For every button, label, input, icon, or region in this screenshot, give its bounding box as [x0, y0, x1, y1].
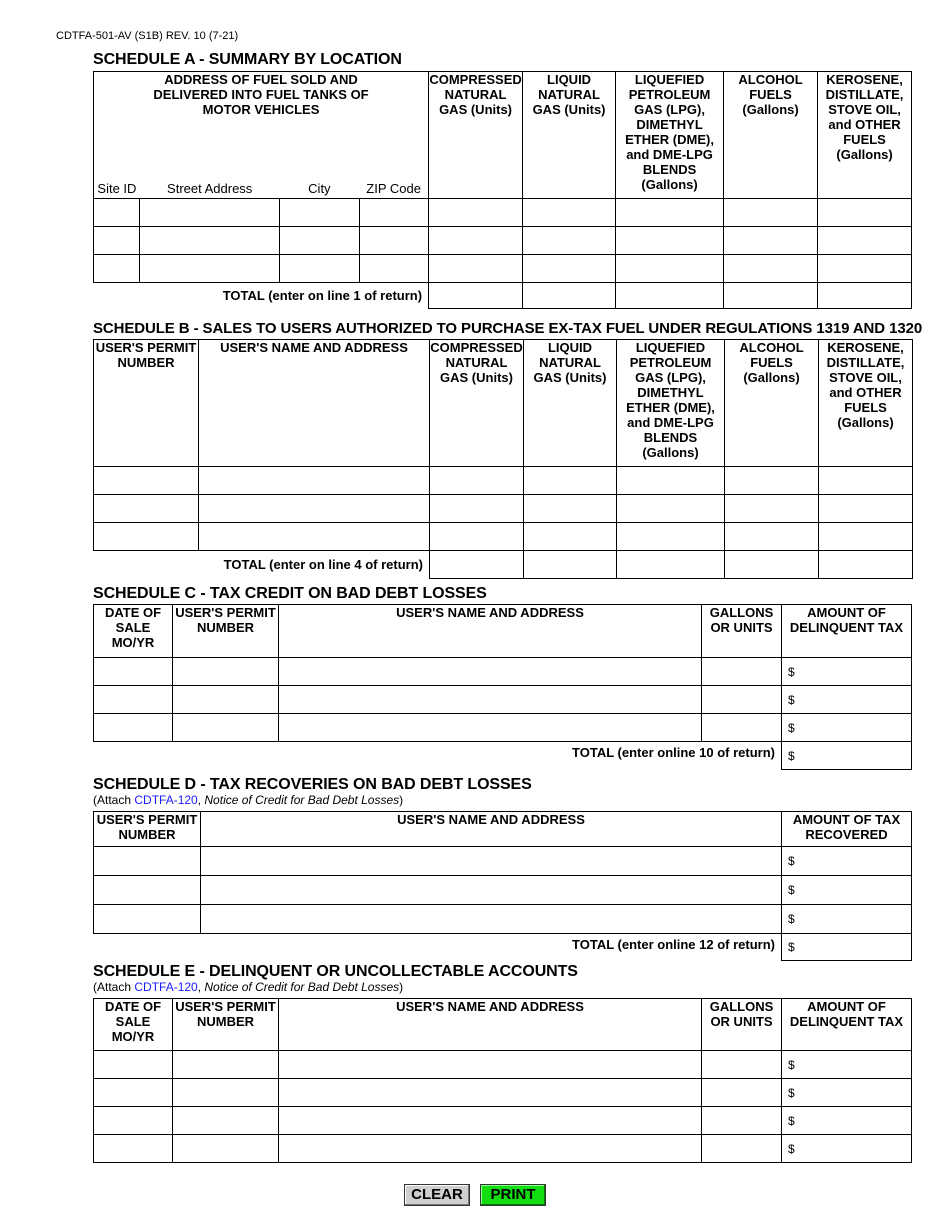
total-kerosene-input[interactable]	[819, 558, 912, 572]
lng-units-input[interactable]	[523, 262, 615, 276]
delinquent-tax-input[interactable]	[782, 1058, 911, 1072]
date-of-sale-input[interactable]	[94, 1142, 172, 1156]
schedule-a-address-header	[94, 72, 429, 199]
total-kerosene-input[interactable]	[818, 289, 911, 303]
schedule-e-note	[93, 980, 403, 994]
schedule-a-total-label: TOTAL (enter on line 1 of return)	[222, 288, 423, 304]
date-of-sale-input[interactable]	[94, 693, 172, 707]
lng-units-input[interactable]	[524, 474, 616, 488]
dollar-sign: $	[788, 1141, 795, 1156]
date-of-sale-input[interactable]	[94, 1086, 172, 1100]
alcohol-gallons-input[interactable]	[724, 206, 817, 220]
schedule-a-table	[93, 71, 912, 309]
schedule-c-title: SCHEDULE C - TAX CREDIT ON BAD DEBT LOSSES	[93, 585, 487, 602]
gallons-units-input[interactable]	[702, 1058, 781, 1072]
table-row	[94, 523, 913, 551]
lpg-gallons-input[interactable]	[616, 234, 723, 248]
lpg-gallons-input[interactable]	[617, 530, 724, 544]
lpg-gallons-input[interactable]	[617, 474, 724, 488]
table-row	[94, 658, 912, 686]
lpg-gallons-input[interactable]	[616, 262, 723, 276]
header-users-permit-number: USER'S PERMIT NUMBER	[94, 812, 201, 847]
permit-number-input[interactable]	[173, 1058, 278, 1072]
note-suffix: )	[399, 793, 404, 807]
header-kerosene-distillate: KEROSENE, DISTILLATE, STOVE OIL, and OTHER FUELS (Gallons)	[819, 340, 913, 467]
schedule-c-table	[93, 604, 912, 770]
name-address-input[interactable]	[199, 530, 429, 544]
cdtfa-120-link[interactable]: CDTFA-120	[134, 980, 198, 994]
permit-number-input[interactable]	[94, 912, 200, 926]
permit-number-input[interactable]	[94, 883, 200, 897]
delinquent-tax-input[interactable]	[782, 721, 911, 735]
header-gallons-or-units: GALLONS OR UNITS	[702, 999, 782, 1051]
table-row	[94, 227, 912, 255]
header-alcohol-fuels: ALCOHOL FUELS (Gallons)	[725, 340, 819, 467]
header-amount-delinquent-tax: AMOUNT OF DELINQUENT TAX	[782, 605, 912, 658]
total-lng-input[interactable]	[524, 558, 616, 572]
alcohol-gallons-input[interactable]	[725, 474, 818, 488]
header-liquid-natural-gas: LIQUID NATURAL GAS (Units)	[524, 340, 617, 467]
name-address-input[interactable]	[201, 883, 781, 897]
table-row	[94, 1107, 912, 1135]
street-address-label: Street Address	[167, 181, 253, 196]
table-row	[94, 467, 913, 495]
schedule-b-total-label: TOTAL (enter on line 4 of return)	[223, 557, 423, 573]
header-users-name-address: USER'S NAME AND ADDRESS	[279, 605, 702, 658]
dollar-sign: $	[788, 664, 795, 679]
zip-code-input[interactable]	[360, 262, 428, 276]
dollar-sign: $	[788, 748, 795, 763]
table-row	[94, 495, 913, 523]
table-row	[94, 1079, 912, 1107]
total-row	[94, 742, 912, 770]
total-cng-input[interactable]	[430, 558, 523, 572]
site-id-input[interactable]	[94, 262, 139, 276]
dollar-sign: $	[788, 883, 795, 897]
table-row	[94, 1135, 912, 1163]
total-row	[94, 934, 912, 961]
cng-units-input[interactable]	[430, 474, 523, 488]
header-date-of-sale: DATE OF SALE MO/YR	[94, 605, 173, 658]
schedule-e-table	[93, 998, 912, 1163]
total-row	[94, 283, 912, 309]
street-address-input[interactable]	[140, 206, 279, 220]
note-prefix: (Attach	[93, 980, 135, 994]
total-lng-input[interactable]	[523, 289, 615, 303]
name-address-input[interactable]	[279, 1142, 701, 1156]
clear-button[interactable]: CLEAR	[404, 1184, 470, 1206]
name-address-input[interactable]	[279, 665, 701, 679]
header-liquefied-petroleum-gas: LIQUEFIED PETROLEUM GAS (LPG), DIMETHYL ETHER (DME), and DME-LPG BLENDS (Gallons)	[617, 340, 725, 467]
table-row	[94, 686, 912, 714]
kerosene-gallons-input[interactable]	[818, 262, 911, 276]
header-liquefied-petroleum-gas: LIQUEFIED PETROLEUM GAS (LPG), DIMETHYL ETHER (DME), and DME-LPG BLENDS (Gallons)	[616, 72, 724, 199]
gallons-units-input[interactable]	[702, 721, 781, 735]
schedule-d-table	[93, 811, 912, 961]
site-id-input[interactable]	[94, 206, 139, 220]
zip-code-label: ZIP Code	[366, 181, 421, 196]
name-address-input[interactable]	[201, 854, 781, 868]
total-lpg-input[interactable]	[616, 289, 723, 303]
date-of-sale-input[interactable]	[94, 665, 172, 679]
schedule-d-total-label: TOTAL (enter online 12 of return)	[572, 937, 775, 952]
address-header-label: ADDRESS OF FUEL SOLD AND DELIVERED INTO FUEL TANKS OF MOTOR VEHICLES	[153, 72, 369, 117]
cng-units-input[interactable]	[430, 530, 523, 544]
street-address-input[interactable]	[140, 262, 279, 276]
cng-units-input[interactable]	[429, 206, 522, 220]
total-cng-input[interactable]	[429, 289, 522, 303]
name-address-input[interactable]	[279, 693, 701, 707]
header-alcohol-fuels: ALCOHOL FUELS (Gallons)	[724, 72, 818, 199]
table-row	[94, 1051, 912, 1079]
note-form-title: Notice of Credit for Bad Debt Losses	[204, 980, 400, 994]
total-alcohol-input[interactable]	[724, 289, 817, 303]
name-address-input[interactable]	[199, 474, 429, 488]
table-row	[94, 876, 912, 905]
schedule-a-title: SCHEDULE A - SUMMARY BY LOCATION	[93, 51, 402, 68]
dollar-sign: $	[788, 912, 795, 926]
dollar-sign: $	[788, 1057, 795, 1072]
dollar-sign: $	[788, 692, 795, 707]
permit-number-input[interactable]	[173, 693, 278, 707]
lpg-gallons-input[interactable]	[617, 502, 724, 516]
tax-recovered-input[interactable]	[782, 883, 911, 897]
cng-units-input[interactable]	[429, 262, 522, 276]
header-gallons-or-units: GALLONS OR UNITS	[702, 605, 782, 658]
note-form-title: Notice of Credit for Bad Debt Losses	[204, 793, 400, 807]
date-of-sale-input[interactable]	[94, 1114, 172, 1128]
note-separator: ,	[197, 793, 205, 807]
dollar-sign: $	[788, 720, 795, 735]
total-alcohol-input[interactable]	[725, 558, 818, 572]
lng-units-input[interactable]	[524, 530, 616, 544]
schedule-b-table	[93, 339, 913, 579]
kerosene-gallons-input[interactable]	[819, 530, 912, 544]
street-address-input[interactable]	[140, 234, 279, 248]
header-users-name-address: USER'S NAME AND ADDRESS	[199, 340, 430, 467]
cng-units-input[interactable]	[429, 234, 522, 248]
cng-units-input[interactable]	[430, 502, 523, 516]
dollar-sign: $	[788, 1113, 795, 1128]
form-number: CDTFA-501-AV (S1B) REV. 10 (7-21)	[56, 30, 239, 42]
delinquent-tax-input[interactable]	[782, 665, 911, 679]
gallons-units-input[interactable]	[702, 665, 781, 679]
permit-number-input[interactable]	[173, 721, 278, 735]
gallons-units-input[interactable]	[702, 1114, 781, 1128]
permit-number-input[interactable]	[94, 474, 198, 488]
delinquent-tax-input[interactable]	[782, 693, 911, 707]
total-tax-recovered-input[interactable]	[782, 940, 911, 954]
total-row	[94, 551, 913, 579]
kerosene-gallons-input[interactable]	[819, 502, 912, 516]
table-row	[94, 714, 912, 742]
city-label: City	[308, 181, 331, 196]
tax-recovered-input[interactable]	[782, 912, 911, 926]
gallons-units-input[interactable]	[702, 1086, 781, 1100]
print-button[interactable]: PRINT	[480, 1184, 546, 1206]
zip-code-input[interactable]	[360, 234, 428, 248]
delinquent-tax-input[interactable]	[782, 1086, 911, 1100]
header-kerosene-distillate: KEROSENE, DISTILLATE, STOVE OIL, and OTHER FUELS (Gallons)	[818, 72, 912, 199]
alcohol-gallons-input[interactable]	[725, 502, 818, 516]
dollar-sign: $	[788, 1085, 795, 1100]
lpg-gallons-input[interactable]	[616, 206, 723, 220]
lng-units-input[interactable]	[523, 234, 615, 248]
tax-recovered-input[interactable]	[782, 854, 911, 868]
lng-units-input[interactable]	[524, 502, 616, 516]
city-input[interactable]	[280, 262, 359, 276]
date-of-sale-input[interactable]	[94, 721, 172, 735]
schedule-b-title: SCHEDULE B - SALES TO USERS AUTHORIZED TO PURCHASE EX-TAX FUEL UNDER REGULATIONS 1319 AND 1320	[93, 320, 923, 337]
dollar-sign: $	[788, 940, 795, 954]
lng-units-input[interactable]	[523, 206, 615, 220]
permit-number-input[interactable]	[173, 665, 278, 679]
schedule-d-note	[93, 793, 403, 807]
total-delinquent-tax-input[interactable]	[782, 749, 911, 763]
delinquent-tax-input[interactable]	[782, 1142, 911, 1156]
note-suffix: )	[399, 980, 404, 994]
date-of-sale-input[interactable]	[94, 1058, 172, 1072]
header-users-permit-number: USER'S PERMIT NUMBER	[173, 605, 279, 658]
permit-number-input[interactable]	[94, 530, 198, 544]
header-users-name-address: USER'S NAME AND ADDRESS	[201, 812, 782, 847]
zip-code-input[interactable]	[360, 206, 428, 220]
permit-number-input[interactable]	[94, 854, 200, 868]
name-address-input[interactable]	[279, 1114, 701, 1128]
alcohol-gallons-input[interactable]	[724, 262, 817, 276]
table-row	[94, 905, 912, 934]
dollar-sign: $	[788, 854, 795, 868]
header-amount-delinquent-tax: AMOUNT OF DELINQUENT TAX	[782, 999, 912, 1051]
header-liquid-natural-gas: LIQUID NATURAL GAS (Units)	[523, 72, 616, 199]
site-id-input[interactable]	[94, 234, 139, 248]
schedule-d-title: SCHEDULE D - TAX RECOVERIES ON BAD DEBT LOSSES	[93, 776, 532, 793]
note-separator: ,	[197, 980, 205, 994]
table-row	[94, 847, 912, 876]
name-address-input[interactable]	[201, 912, 781, 926]
header-compressed-natural-gas: COMPRESSED NATURAL GAS (Units)	[429, 72, 523, 199]
header-compressed-natural-gas: COMPRESSED NATURAL GAS (Units)	[430, 340, 524, 467]
kerosene-gallons-input[interactable]	[818, 206, 911, 220]
note-prefix: (Attach	[93, 793, 135, 807]
city-input[interactable]	[280, 234, 359, 248]
table-row	[94, 199, 912, 227]
site-id-label: Site ID	[97, 181, 137, 196]
alcohol-gallons-input[interactable]	[724, 234, 817, 248]
header-date-of-sale: DATE OF SALE MO/YR	[94, 999, 173, 1051]
permit-number-input[interactable]	[173, 1142, 278, 1156]
schedule-c-total-label: TOTAL (enter online 10 of return)	[572, 745, 775, 760]
alcohol-gallons-input[interactable]	[725, 530, 818, 544]
city-input[interactable]	[280, 206, 359, 220]
kerosene-gallons-input[interactable]	[818, 234, 911, 248]
cdtfa-120-link[interactable]: CDTFA-120	[134, 793, 198, 807]
permit-number-input[interactable]	[173, 1086, 278, 1100]
table-row	[94, 255, 912, 283]
schedule-e-title: SCHEDULE E - DELINQUENT OR UNCOLLECTABLE ACCOUNTS	[93, 963, 578, 980]
header-users-permit-number: USER'S PERMIT NUMBER	[173, 999, 279, 1051]
gallons-units-input[interactable]	[702, 693, 781, 707]
header-amount-tax-recovered: AMOUNT OF TAX RECOVERED	[782, 812, 912, 847]
header-users-name-address: USER'S NAME AND ADDRESS	[279, 999, 702, 1051]
kerosene-gallons-input[interactable]	[819, 474, 912, 488]
total-lpg-input[interactable]	[617, 558, 724, 572]
name-address-input[interactable]	[279, 1086, 701, 1100]
name-address-input[interactable]	[279, 1058, 701, 1072]
delinquent-tax-input[interactable]	[782, 1114, 911, 1128]
permit-number-input[interactable]	[173, 1114, 278, 1128]
permit-number-input[interactable]	[94, 502, 198, 516]
gallons-units-input[interactable]	[702, 1142, 781, 1156]
name-address-input[interactable]	[279, 721, 701, 735]
header-users-permit-number: USER'S PERMIT NUMBER	[94, 340, 199, 467]
name-address-input[interactable]	[199, 502, 429, 516]
